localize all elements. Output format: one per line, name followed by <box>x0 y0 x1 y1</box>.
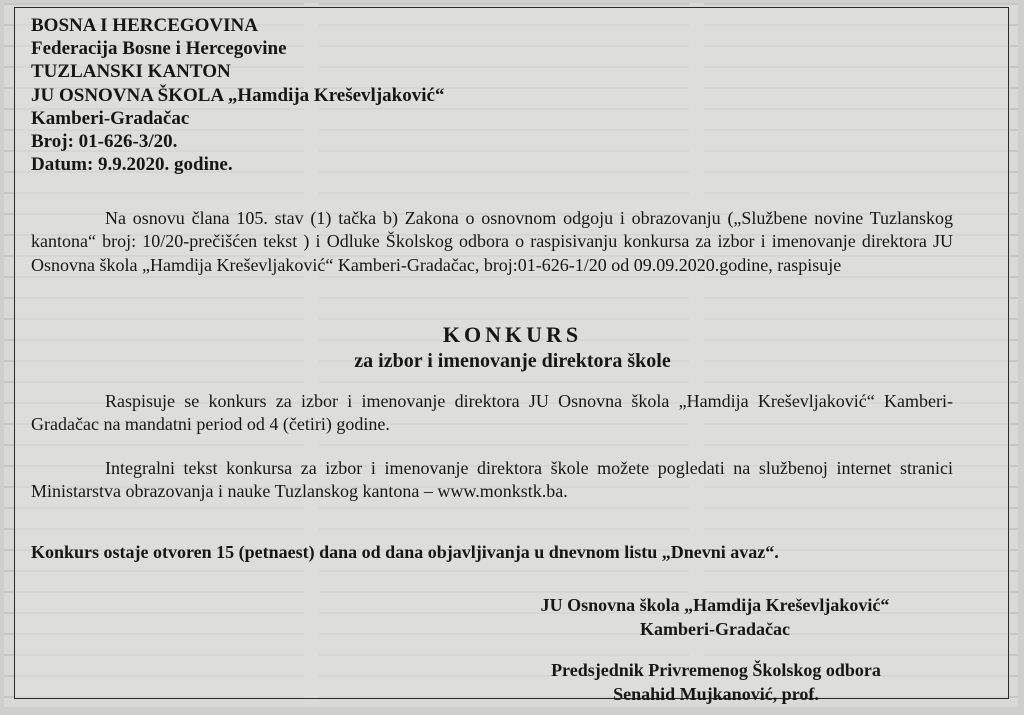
header-federation: Federacija Bosne i Hercegovine <box>31 38 287 60</box>
deadline-paragraph: Konkurs ostaje otvoren 15 (petnaest) dana od dana objavljivanja u dnevnom listu „Dnevni avaz“. <box>31 542 779 562</box>
newspaper-page <box>4 3 1018 707</box>
notice-subtitle: za izbor i imenovanje direktora škole <box>354 350 671 372</box>
signature-school-place: Kamberi-Gradačac <box>640 619 790 639</box>
signature-block-person <box>501 658 931 706</box>
notice-title: KONKURS <box>442 322 583 347</box>
header-date: Datum: 9.9.2020. godine. <box>31 154 233 176</box>
notice-header <box>31 14 444 176</box>
announcement-paragraph: Raspisuje se konkurs za izbor i imenovanje direktora JU Osnovna škola „Hamdija Kreševljaković“ Kamberi-Gradačac na mandatni period od 4 (četiri) godine. <box>31 391 953 435</box>
website-paragraph: Integralni tekst konkursa za izbor i imenovanje direktora škole možete pogledati na službenoj internet stranici Ministarstva obrazovanja i nauke Tuzlanskog kantona – www.monkstk.ba. <box>31 458 953 502</box>
signature-school-name: JU Osnovna škola „Hamdija Kreševljaković“ <box>540 595 890 615</box>
intro-paragraph: Na osnovu člana 105. stav (1) tačka b) Zakona o osnovnom odgoju i obrazovanju („Službene novine Tuzlanskog kantona“ broj: 10/20-prečišćen tekst ) i Odluke Školskog odbora o raspisivanju konkursa za izbor i imenovanje direktora JU Osnovna škola „Hamdija Kreševljaković“ Kamberi-Gradačac, broj:01-626-1/20 od 09.09.2020.godine, raspisuje <box>31 208 953 275</box>
header-location: Kamberi-Gradačac <box>31 107 190 129</box>
header-school: JU OSNOVNA ŠKOLA „Hamdija Kreševljaković“ <box>31 84 445 106</box>
konkurs-notice <box>14 7 1009 704</box>
signature-block-school <box>455 593 975 641</box>
header-canton: TUZLANSKI KANTON <box>31 61 231 83</box>
header-country: BOSNA I HERCEGOVINA <box>31 15 258 36</box>
signature-name: Senahid Mujkanović, prof. <box>613 684 819 704</box>
header-number: Broj: 01-626-3/20. <box>31 131 178 153</box>
signature-role: Predsjednik Privremenog Školskog odbora <box>551 660 881 680</box>
